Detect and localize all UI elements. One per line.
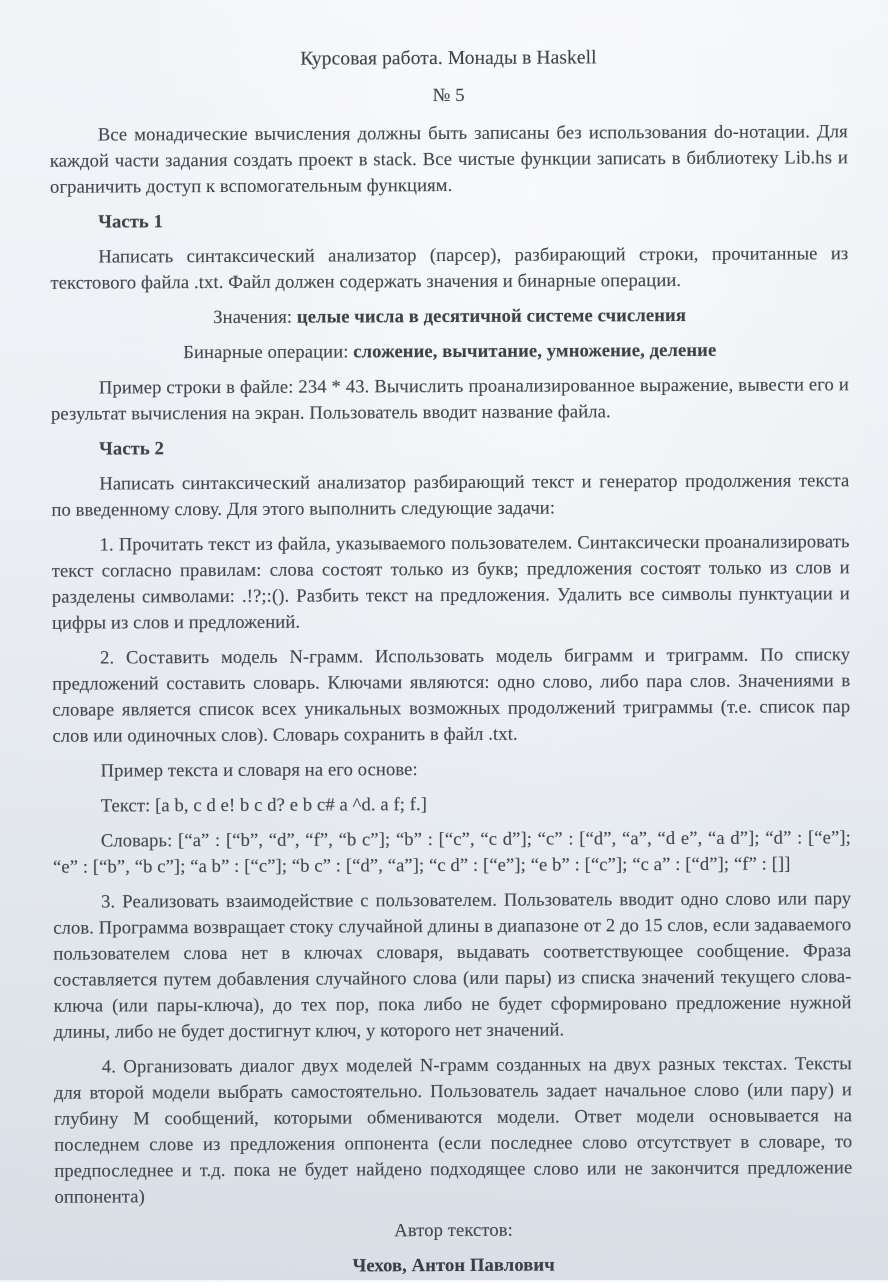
page-title: Курсовая работа. Монады в Haskell xyxy=(300,47,597,70)
assignment-number: № 5 xyxy=(432,84,465,107)
part2-task3-paragraph: 3. Реализовать взаимодействие с пользователем. Пользователь вводит одно слово или пару слов. Программа возвращает стоку случайной длины в диапазоне от 2 до 15 слов, если задаваемого пользователем слова нет в ключах словаря, выдавать соответствующее сообщение. Фраза составляется путем добавления случайного слова (или пары) из списка значений текущего слова-ключа (или пары-ключа), до тех пор, пока либо не будет сформировано предложение нужной длины, либо не будет достигнут ключ, у которого нет значений. xyxy=(53,888,852,1043)
part2-task1-paragraph: 1. Прочитать текст из файла, указываемого пользователем. Синтаксически проанализировать текст согласно правилам: слова состоят только из букв; предложения состоят только из слов и разделены символами: .!?;:(). Разбить текст на предложения. Удалить все символы пунктуации и цифры из слов и предложений. xyxy=(51,531,850,634)
values-line xyxy=(51,302,849,331)
part1-task-paragraph: Написать синтаксический анализатор (парсер), разбирающий строки, прочитанные из текстового файла .txt. Файл должен содержать значения и бинарные операции. xyxy=(50,243,849,294)
part2-task2-paragraph: 2. Составить модель N-грамм. Использовать модель биграмм и триграмм. По списку предложений составить словарь. Ключами являются: одно слово, либо пара слов. Значениями в словаре является список всех уникальных возможных продолжений триграммы (т.е. список пар слов или одиночных слов). Словарь сохранить в файл .txt. xyxy=(52,644,851,747)
author-label: Автор текстов: xyxy=(394,1219,513,1242)
operations-label: Бинарные операции: xyxy=(183,341,354,364)
part2-heading: Часть 2 xyxy=(99,438,165,460)
part1-heading: Часть 1 xyxy=(98,211,164,233)
text-example-line: Текст: [a b, c d e! b c d? e b c# a ^d. a f; f.] xyxy=(100,794,428,817)
part2-task4-paragraph: 4. Организовать диалог двух моделей N-грамм созданных на двух разных текстах. Тексты для второй модели выбрать самостоятельно. Пользователь задает начальное слово (или пару) и глубину М сообщений, которыми обмениваются модели. Ответ модели основывается на последнем слове из предложения оппонента (если последнее слово отсутствует в словаре, то предпоследнее и т.д. пока не будет найдено подходящее слово или не закончится предложение оппонента) xyxy=(53,1053,853,1208)
author-name: Чехов, Антон Павлович xyxy=(352,1254,555,1277)
values-label: Значения: xyxy=(213,306,297,329)
operations-definition: сложение, вычитание, умножение, деление xyxy=(353,339,717,363)
operations-line xyxy=(51,337,849,366)
dictionary-example-line: Словарь: [“a” : [“b”, “d”, “f”, “b c”]; “b” : [“c”, “c d”]; “c” : [“d”, “a”, “d e”, “a d”]; “d” : [“e”]; “e” : [“b”, “b c”]; “a b” : [“c”]; “b c” : [“d”, “a”]; “c d” : [“e”]; “e b” : [“c”]; “c a” : [“d”]; “f” : []] xyxy=(52,827,851,878)
part2-intro-paragraph: Написать синтаксический анализатор разбирающий текст и генератор продолжения текста по введенному слову. Для этого выполнить следующие задачи: xyxy=(51,470,850,521)
part1-example-paragraph: Пример строки в файле: 234 * 43. Вычислить проанализированное выражение, вывести его и результат вычисления на экран. Пользователь вводит название файла. xyxy=(50,374,849,425)
values-definition: целые числа в десятичной системе счисления xyxy=(296,304,687,328)
part2-example-intro: Пример текста и словаря на его основе: xyxy=(100,759,418,782)
intro-paragraph: Все монадические вычисления должны быть записаны без использования do-нотации. Для каждой части задания создать проект в stack. Все чистые функции записать в библиотеку Lib.hs и ограничить доступ к вспомогательным функциям. xyxy=(49,121,848,198)
